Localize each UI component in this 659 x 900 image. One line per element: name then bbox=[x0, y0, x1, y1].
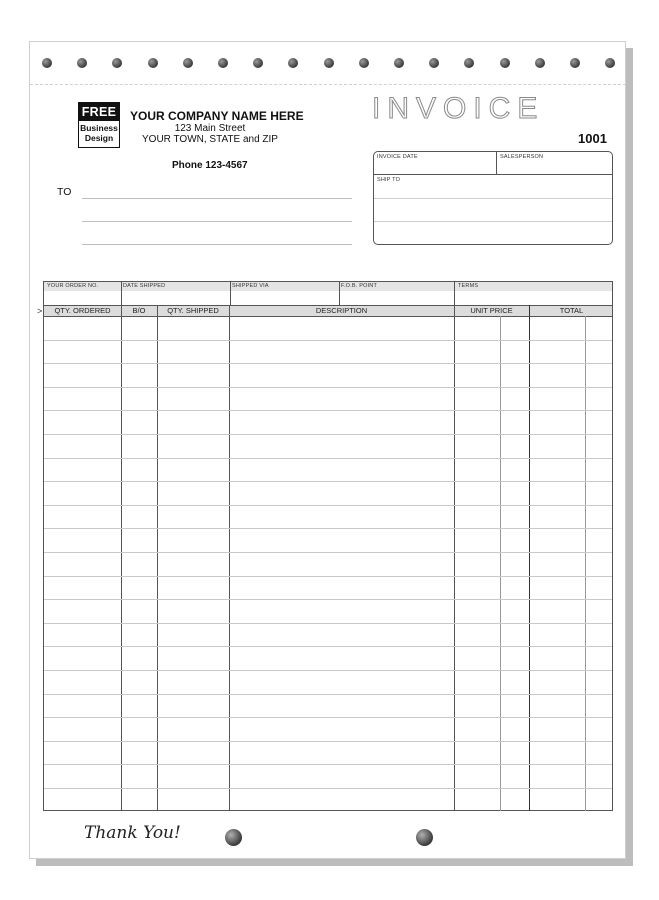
row-marker: > bbox=[37, 306, 43, 316]
total-cents-divider bbox=[585, 316, 586, 811]
logo-free-text: FREE bbox=[79, 103, 119, 121]
table-row-line bbox=[44, 670, 612, 671]
col-divider-2 bbox=[157, 305, 158, 811]
col-description: DESCRIPTION bbox=[315, 306, 368, 315]
binder-hole bbox=[225, 829, 242, 846]
table-row-line bbox=[44, 552, 612, 553]
fob-point-label: F.O.B. POINT bbox=[341, 283, 378, 289]
punch-hole bbox=[42, 58, 52, 68]
punch-hole bbox=[148, 58, 158, 68]
to-label: TO bbox=[57, 186, 72, 198]
table-row-line bbox=[44, 717, 612, 718]
table-row-line bbox=[44, 340, 612, 341]
date-shipped-label: DATE SHIPPED bbox=[123, 283, 166, 289]
line-items-table bbox=[43, 281, 613, 811]
column-header-bottom bbox=[44, 316, 612, 317]
perforation-line bbox=[30, 84, 626, 85]
col-divider-4 bbox=[454, 305, 455, 811]
table-row-line bbox=[44, 741, 612, 742]
company-name: YOUR COMPANY NAME HERE bbox=[130, 109, 304, 123]
table-row-line bbox=[44, 458, 612, 459]
punch-hole bbox=[570, 58, 580, 68]
order-divider-3 bbox=[339, 282, 340, 305]
logo-business-text: Business bbox=[80, 123, 118, 133]
punch-hole bbox=[218, 58, 228, 68]
table-row-line bbox=[44, 387, 612, 388]
col-unit-price: UNIT PRICE bbox=[470, 306, 513, 315]
table-row-line bbox=[44, 434, 612, 435]
col-qty-ordered: QTY. ORDERED bbox=[54, 306, 111, 315]
table-row-line bbox=[44, 410, 612, 411]
to-line-2[interactable] bbox=[82, 221, 352, 222]
ship-to-line-1[interactable] bbox=[374, 198, 612, 199]
shipped-via-label: SHIPPED VIA bbox=[232, 283, 269, 289]
to-line-3[interactable] bbox=[82, 244, 352, 245]
to-line-1[interactable] bbox=[82, 198, 352, 199]
table-row-line bbox=[44, 694, 612, 695]
table-row-line bbox=[44, 599, 612, 600]
col-total: TOTAL bbox=[559, 306, 584, 315]
ship-to-line-2[interactable] bbox=[374, 221, 612, 222]
table-row-line bbox=[44, 788, 612, 789]
binder-hole bbox=[416, 829, 433, 846]
col-bo: B/O bbox=[132, 306, 146, 315]
company-city: YOUR TOWN, STATE and ZIP bbox=[142, 134, 278, 145]
company-phone: Phone 123-4567 bbox=[172, 160, 248, 171]
punch-hole bbox=[324, 58, 334, 68]
order-divider-2 bbox=[230, 282, 231, 305]
invoice-title: INVOICE bbox=[372, 92, 545, 125]
unit-price-cents-divider bbox=[500, 316, 501, 811]
table-row-line bbox=[44, 623, 612, 624]
table-row-line bbox=[44, 764, 612, 765]
salesperson-label: SALESPERSON bbox=[500, 154, 544, 160]
invoice-info-box bbox=[373, 151, 613, 245]
punch-hole bbox=[535, 58, 545, 68]
punch-hole bbox=[500, 58, 510, 68]
col-divider-5 bbox=[529, 305, 530, 811]
table-row-line bbox=[44, 576, 612, 577]
order-no-label: YOUR ORDER NO. bbox=[47, 283, 99, 289]
order-divider-4 bbox=[454, 282, 455, 305]
punch-hole bbox=[394, 58, 404, 68]
table-row-line bbox=[44, 363, 612, 364]
order-divider-1 bbox=[121, 282, 122, 305]
table-row-line bbox=[44, 646, 612, 647]
col-qty-shipped: QTY. SHIPPED bbox=[167, 306, 219, 315]
logo bbox=[78, 102, 120, 148]
invoice-number: 1001 bbox=[578, 131, 607, 146]
punch-hole bbox=[183, 58, 193, 68]
table-row-line bbox=[44, 481, 612, 482]
invoice-date-label: INVOICE DATE bbox=[377, 154, 418, 160]
col-divider-1 bbox=[121, 305, 122, 811]
table-row-line bbox=[44, 505, 612, 506]
thank-you-text: Thank You! bbox=[84, 823, 181, 843]
ship-to-label: SHIP TO bbox=[377, 177, 401, 183]
info-vdivider bbox=[496, 152, 497, 174]
punch-hole bbox=[359, 58, 369, 68]
logo-design-text: Design bbox=[84, 133, 114, 143]
terms-label: TERMS bbox=[458, 283, 479, 289]
col-divider-3 bbox=[229, 305, 230, 811]
info-divider bbox=[374, 174, 612, 175]
company-street: 123 Main Street bbox=[174, 123, 246, 134]
table-row-line bbox=[44, 528, 612, 529]
